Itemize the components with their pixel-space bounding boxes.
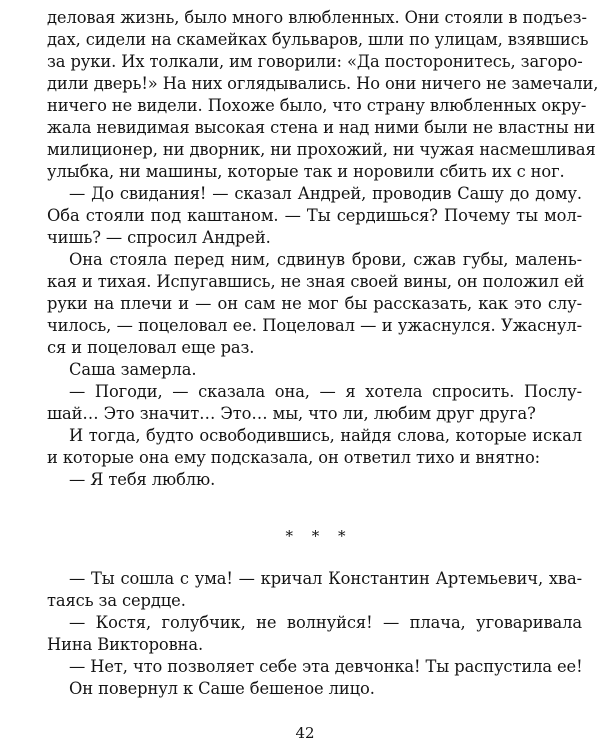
text-line: дили дверь!» На них оглядывались. Но они ничего не замечали, [47, 74, 599, 93]
text-line: — До свидания! — сказал Андрей, проводив Сашу до дому. [69, 184, 582, 203]
text-line: шай… Это значит… Это… мы, что ли, любим друг друга? [47, 404, 536, 423]
text-line: таясь за сердце. [47, 591, 186, 610]
text-line: деловая жизнь, было много влюбленных. Они стояли в подъез- [47, 8, 587, 27]
text-line: ничего не видели. Похоже было, что страну влюбленных окру- [47, 96, 587, 115]
text-line: дах, сидели на скамейках бульваров, шли по улицам, взявшись [47, 30, 589, 49]
page-number: 42 [295, 724, 315, 742]
text-line: — Костя, голубчик, не волнуйся! — плача, уговаривала [69, 613, 582, 632]
section-separator: * * * [285, 527, 353, 545]
text-line: чишь? — спросил Андрей. [47, 228, 271, 247]
text-line: и которые она ему подсказала, он ответил тихо и внятно: [47, 448, 541, 467]
text-block-bottom [47, 568, 582, 700]
text-line: Оба стояли под каштаном. — Ты сердишься? Почему ты мол- [47, 206, 582, 225]
text-line: Саша замерла. [69, 360, 197, 379]
text-line: улыбка, ни машины, которые так и норовили сбить их с ног. [47, 162, 565, 181]
text-line: Она стояла перед ним, сдвинув брови, сжав губы, малень- [69, 250, 582, 269]
text-block-top [47, 7, 599, 491]
text-line: — Я тебя люблю. [69, 470, 216, 489]
text-line: Нина Викторовна. [47, 635, 204, 654]
text-line: — Ты сошла с ума! — кричал Константин Артемьевич, хва- [69, 569, 582, 588]
text-line: ся и поцеловал еще раз. [47, 338, 255, 357]
text-line: чилось, — поцеловал ее. Поцеловал — и ужаснулся. Ужаснул- [47, 316, 582, 335]
text-line: Он повернул к Саше бешеное лицо. [69, 679, 375, 698]
text-line: жала невидимая высокая стена и над ними были не властны ни [47, 118, 596, 137]
text-line: за руки. Их толкали, им говорили: «Да посторонитесь, загоро- [47, 52, 583, 71]
text-line: — Нет, что позволяет себе эта девчонка! Ты распустила ее! [69, 657, 583, 676]
text-line: милиционер, ни дворник, ни прохожий, ни чужая насмешливая [47, 140, 596, 159]
text-line: И тогда, будто освободившись, найдя слова, которые искал [69, 426, 582, 445]
text-line: руки на плечи и — он сам не мог бы рассказать, как это слу- [47, 294, 582, 313]
text-line: кая и тихая. Испугавшись, не зная своей вины, он положил ей [47, 272, 585, 291]
text-line: — Погоди, — сказала она, — я хотела спросить. Послу- [69, 382, 582, 401]
